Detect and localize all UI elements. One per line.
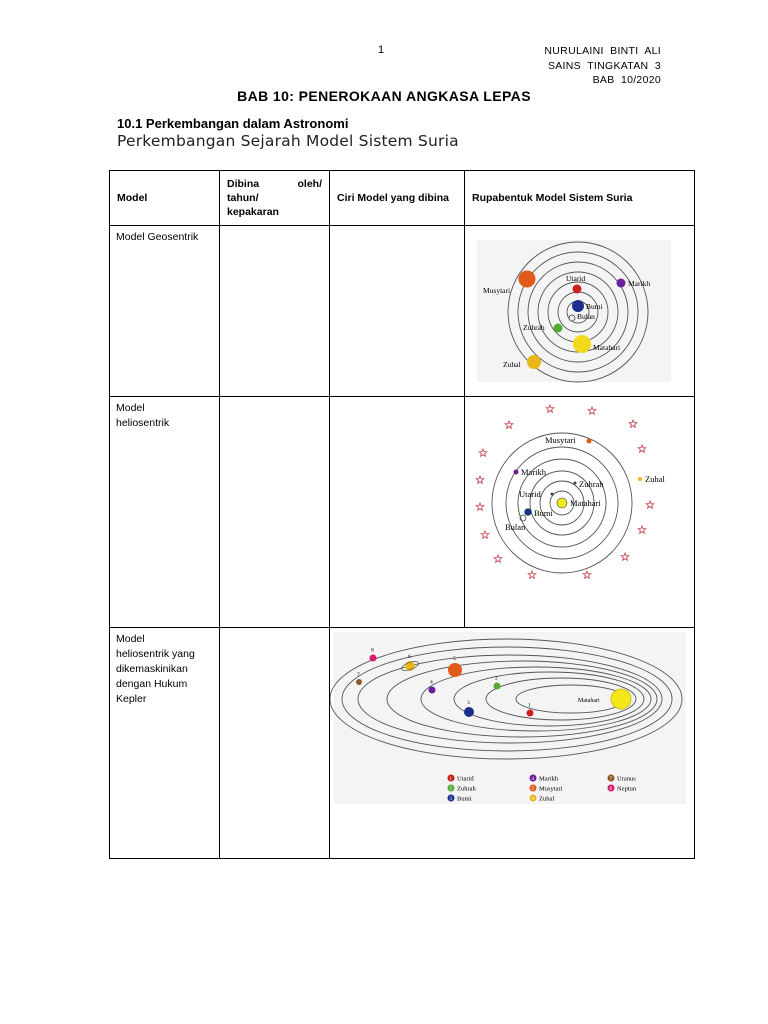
row3-model-line2 [116,647,213,662]
kepler-planet-5 [448,663,462,677]
row-model-geosentrik: Model Geosentrik [110,226,220,397]
kepler-planet-4 [429,687,436,694]
geo-label-zuhal: Zuhal [503,360,521,369]
author-name: NURULAINI BINTI ALI [544,45,661,57]
star-icon [476,476,484,483]
star-icon [481,531,489,538]
author-class: SAINS TINGKATAN 3 [547,59,661,72]
star-icon [646,501,654,508]
legend-label: Zuhrah [457,785,476,793]
cell-geocentric-diagram [465,226,695,397]
legend-number: 5 [531,787,534,792]
helio-label-marikh: Marikh [521,467,547,477]
helio-label-zuhal: Zuhal [645,474,665,484]
cell-heliocentric-diagram [465,397,695,628]
kepler-planet-1 [527,710,534,717]
table-row [110,628,695,859]
row2-model-line1: Model [116,402,145,414]
cell-ciri-empty[interactable] [330,226,465,397]
header-dibina [220,171,330,226]
legend-number: 7 [609,777,612,782]
legend-label: Marikh [539,775,559,783]
cell-dibina-empty[interactable] [220,226,330,397]
helio-label-zuhrah: Zuhrah [579,479,604,489]
section-heading: 10.1 Perkembangan dalam Astronomi [117,116,349,131]
geo-label-bumi: Bumi [586,302,603,311]
table-row [110,226,695,397]
star-icon [621,553,629,560]
row3-model-line5: Kepler [116,693,147,705]
star-icon [588,407,596,414]
row-model-heliosentrik [110,397,220,628]
legend-number: 4 [531,777,534,782]
kepler-planet-2 [494,683,501,690]
header-dibina-line2: tahun/ [227,192,259,204]
kepler-planet-number: 1 [528,702,531,709]
row3-model-line4: dengan Hukum [116,678,188,690]
helio-label-utarid: Utarid [519,489,541,499]
row3-line2-text: heliosentrik yang [116,648,195,660]
star-icon [528,571,536,578]
cell-dibina-empty[interactable] [220,397,330,628]
helio-label-bumi: Bumi [534,508,553,518]
header-rupabentuk: Rupabentuk Model Sistem Suria [465,171,695,226]
header-dibina-word2: oleh/ [297,178,322,190]
geo-label-utarid: Utarid [566,274,586,283]
geo-label-matahari: Matahari [593,343,621,352]
page-number: 1 [378,44,385,56]
kepler-planet-number: 2 [495,675,498,682]
chapter-title: BAB 10: PENEROKAAN ANGKASA LEPAS [237,88,531,104]
legend-label: Uranus [617,775,636,783]
helio-label-musytari: Musytari [545,435,576,445]
kepler-planet-number: 5 [453,656,456,662]
cell-kepler-diagram [330,628,695,859]
star-icon [479,449,487,456]
star-icon [505,421,513,428]
kepler-planet-3 [464,707,474,717]
row3-model-line1: Model [116,633,145,645]
kepler-planet-number: 3 [467,700,470,706]
star-icon [583,571,591,578]
star-icon [476,503,484,510]
subsection-heading: Perkembangan Sejarah Model Sistem Suria [117,132,459,150]
kepler-planet-7 [356,679,362,685]
star-icon [546,405,554,412]
kepler-planet-number: 4 [430,679,433,686]
table-row [110,397,695,628]
row-model-kepler [110,628,220,859]
legend-number: 8 [609,787,612,792]
legend-number: 3 [449,797,452,802]
star-icon [494,555,502,562]
legend-number: 2 [449,787,452,792]
geo-label-marikh: Marikh [628,279,651,288]
legend-label: Zuhal [539,795,555,803]
heliocentric-diagram [465,397,694,619]
kepler-planet-8 [370,655,377,662]
header-dibina-line3: kepakaran [227,206,279,218]
cell-dibina-empty[interactable] [220,628,330,859]
legend-number: 6 [531,797,534,802]
row2-model-line2: heliosentrik [116,417,170,429]
row3-model-line3: dikemaskinikan [116,663,188,675]
kepler-planet-number: 6 [408,654,411,660]
kepler-sun-label: Matahari [578,698,600,704]
solar-model-table [109,170,695,859]
table-header-row [110,171,695,226]
header-dibina-word1: Dibina [227,178,260,190]
helio-label-matahari: Matahari [570,498,601,508]
header-model: Model [110,171,220,226]
kepler-diagram [330,628,694,850]
legend-label: Musytari [539,785,563,793]
legend-label: Bumi [457,795,472,803]
legend-label: Utarid [457,775,474,783]
cell-ciri-empty[interactable] [330,397,465,628]
star-icon [638,526,646,533]
geocentric-diagram [465,226,694,388]
helio-label-bulan: Bulan [505,522,526,532]
geo-label-musytari: Musytari [483,286,511,295]
legend-label: Neptun [617,785,637,793]
kepler-planet-number: 8 [371,647,374,654]
author-chapter: BAB 10/2020 [592,74,661,86]
kepler-planet-number: 7 [357,672,360,678]
star-icon [638,445,646,452]
geo-label-bulan: Bulan [577,312,595,321]
legend-number: 1 [449,777,452,782]
geo-label-zuhrah: Zuhrah [523,323,545,332]
header-ciri: Ciri Model yang dibina [330,171,465,226]
author-block [544,44,661,88]
star-icon [629,420,637,427]
